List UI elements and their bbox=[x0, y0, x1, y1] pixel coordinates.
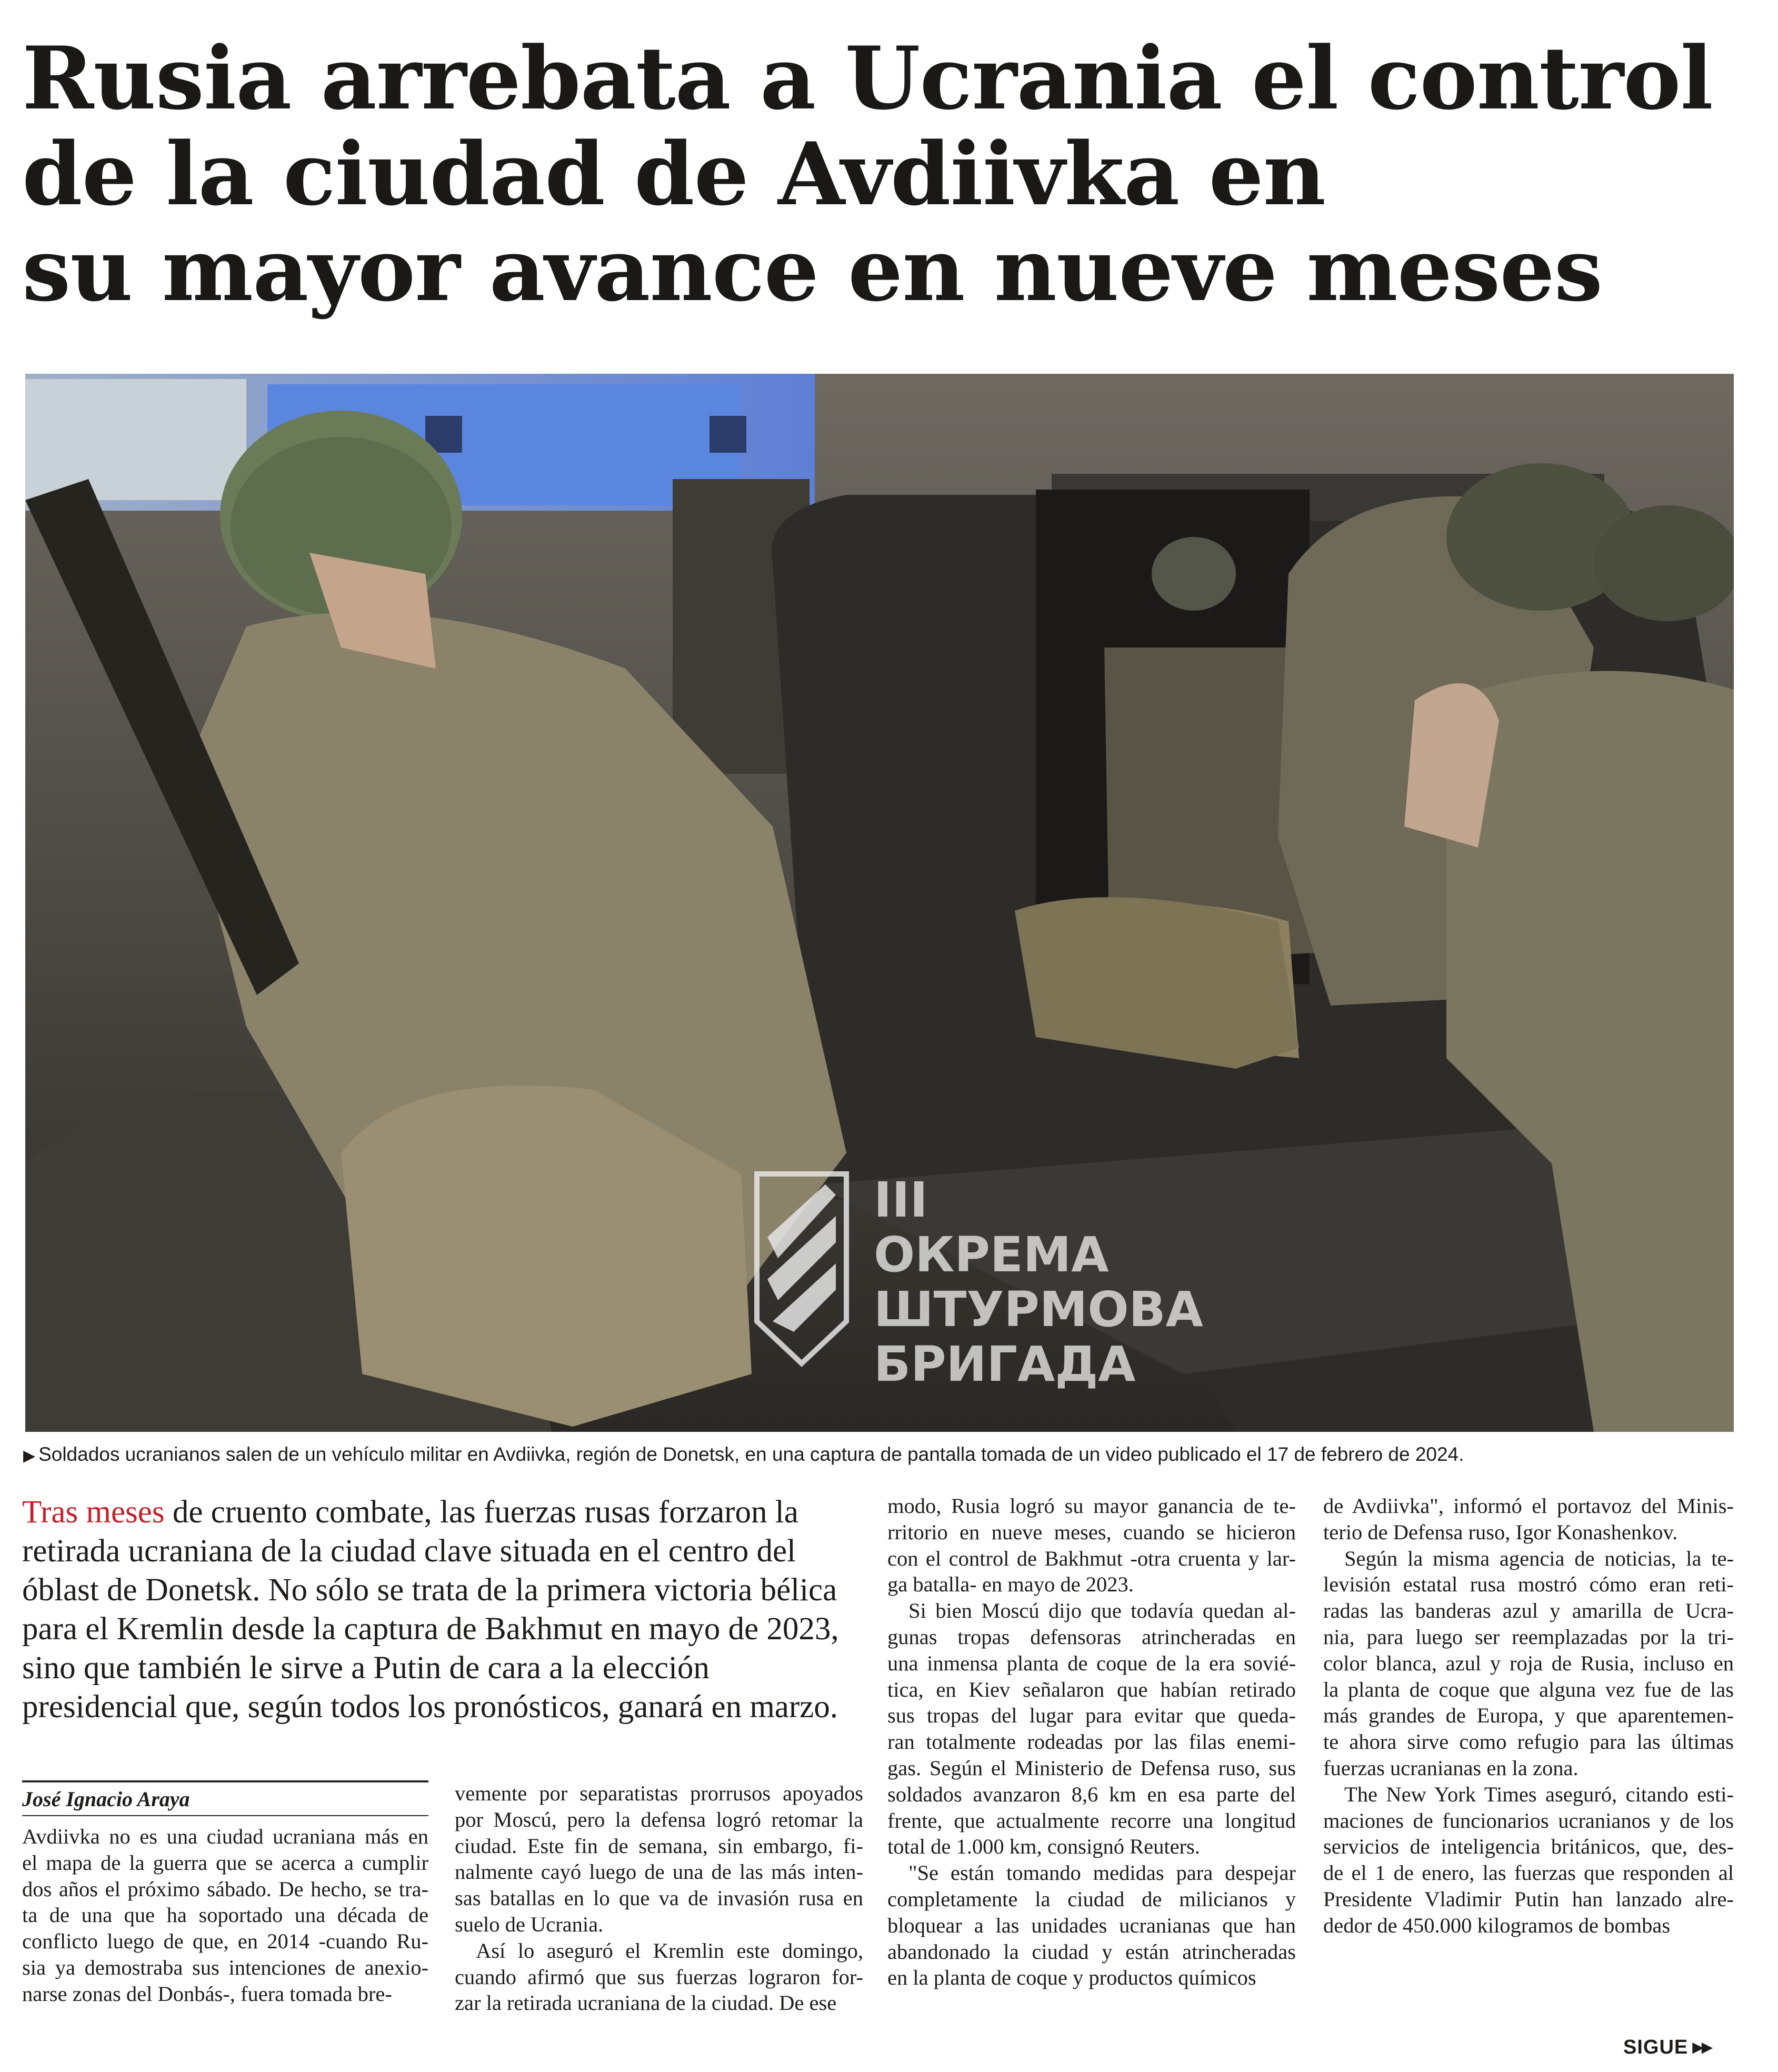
article-column-4 bbox=[1323, 1493, 1734, 1939]
column-line: sus tropas del lugar para evitar que queda- bbox=[887, 1704, 1296, 1728]
column-line: zar la retirada ucraniana de la ciudad. De ese bbox=[455, 1991, 837, 2015]
column-line: sas batallas en lo que va de invasión rusa en bbox=[455, 1886, 863, 1910]
column-line: Si bien Moscú dijo que todavía quedan al- bbox=[908, 1599, 1296, 1623]
column-line: radas las banderas azul y amarilla de Ucra- bbox=[1323, 1599, 1734, 1623]
column-line: sia ya demostraba sus intenciones de anexio- bbox=[22, 1955, 428, 1979]
continue-marker bbox=[1623, 2035, 1711, 2059]
lede bbox=[22, 1493, 854, 1727]
column-line: Presidente Vladimir Putin han lanzado alre- bbox=[1323, 1887, 1734, 1911]
byline-divider bbox=[22, 1780, 428, 1782]
column-line: The New York Times aseguró, citando esti- bbox=[1344, 1782, 1734, 1806]
lede-line: retirada ucraniana de la ciudad clave situada en el centro del bbox=[22, 1533, 796, 1569]
column-line: soldados avanzaron 8,6 km en esa parte del bbox=[887, 1782, 1296, 1806]
column-line: nia, para luego ser reemplazadas por la tri- bbox=[1323, 1625, 1734, 1649]
photo-watermark bbox=[874, 1173, 1203, 1392]
column-line: terio de Defensa ruso, Igor Konashenkov. bbox=[1323, 1520, 1678, 1544]
column-line: ga batalla- en mayo de 2023. bbox=[887, 1572, 1134, 1597]
column-line: ran totalmente rodeadas por las filas enemi- bbox=[887, 1730, 1296, 1754]
headline bbox=[22, 27, 1759, 321]
column-line: el mapa de la guerra que se acerca a cumplir bbox=[22, 1850, 428, 1875]
column-line: suelo de Ucrania. bbox=[455, 1912, 604, 1936]
column-line: completamente la ciudad de milicianos y bbox=[887, 1887, 1296, 1911]
column-line: modo, Rusia logró su mayor ganancia de te- bbox=[887, 1494, 1296, 1518]
article-column-3 bbox=[887, 1493, 1296, 1991]
photo-caption bbox=[23, 1442, 1760, 1468]
byline: José Ignacio Araya bbox=[22, 1787, 190, 1811]
headline-line: su mayor avance en nueve meses bbox=[22, 219, 1603, 321]
column-line: narse zonas del Donbás-, fuera tomada bre- bbox=[22, 1981, 392, 2006]
column-line: más grandes de Europa, y que aparentemen- bbox=[1323, 1704, 1734, 1728]
column-line: una inmensa planta de coque de la era sovié- bbox=[887, 1651, 1296, 1675]
caption-text: Soldados ucranianos salen de un vehículo militar en Avdiivka, región de Donetsk, en una captura de pantalla tomada de un video publicado el 17 de febrero de 2024. bbox=[38, 1443, 1464, 1465]
column-line: Según la misma agencia de noticias, la te- bbox=[1344, 1546, 1734, 1570]
column-line: levisión estatal rusa mostró cómo eran reti- bbox=[1323, 1572, 1734, 1597]
column-line: cuando afirmó que sus fuerzas lograron for- bbox=[455, 1965, 863, 1989]
column-line: dos años el próximo sábado. De hecho, se tra- bbox=[22, 1877, 428, 1901]
column-line: por Moscú, pero la defensa logró retomar la bbox=[455, 1807, 863, 1831]
column-line: conflicto luego de que, en 2014 -cuando Ru- bbox=[22, 1929, 428, 1954]
column-line: de el 1 de enero, las fuerzas que responden al bbox=[1323, 1861, 1734, 1885]
column-line: dedor de 450.000 kilogramos de bombas bbox=[1323, 1913, 1671, 1937]
column-line: nalmente cayó luego de una de las más inten- bbox=[455, 1860, 863, 1884]
column-line: Avdiivka no es una ciudad ucraniana más en bbox=[22, 1825, 428, 1848]
lede-line: sino que también le sirve a Putin de cara a la elección bbox=[22, 1650, 710, 1686]
headline-line: de la ciudad de Avdiivka en bbox=[22, 123, 1326, 225]
lede-line: para el Kremlin desde la captura de Bakhmut en mayo de 2023, bbox=[22, 1611, 839, 1647]
column-line: servicios de inteligencia británicos, que, des- bbox=[1323, 1835, 1734, 1859]
column-line: frente, que actualmente recorre una longitud bbox=[887, 1808, 1296, 1832]
double-arrow-icon: ▶▶ bbox=[1692, 2039, 1711, 2055]
column-line: gas. Según el Ministerio de Defensa ruso, sus bbox=[887, 1756, 1296, 1780]
column-line: con el control de Bakhmut -otra cruenta y lar- bbox=[887, 1546, 1296, 1570]
headline-line: Rusia arrebata a Ucrania el control bbox=[22, 27, 1713, 129]
column-line: la planta de coque que alguna vez fue de las bbox=[1323, 1677, 1734, 1701]
article-column-2 bbox=[455, 1780, 863, 2016]
lede-line: óblast de Donetsk. No sólo se trata de la primera victoria bélica bbox=[22, 1572, 837, 1608]
caption-marker-icon: ▶ bbox=[23, 1447, 36, 1465]
byline-divider bbox=[22, 1815, 428, 1816]
continue-label: SIGUE bbox=[1623, 2036, 1689, 2058]
watermark-line: БРИГАДА bbox=[874, 1336, 1136, 1392]
column-line: bloquear a las unidades ucranianas que han bbox=[887, 1913, 1296, 1937]
article-column-1 bbox=[22, 1824, 428, 2007]
watermark-line: III ОКРЕМА bbox=[874, 1172, 1109, 1283]
column-line: gunas tropas defensoras atrincheradas en bbox=[887, 1625, 1296, 1649]
column-line: "Se están tomando medidas para despejar bbox=[908, 1861, 1296, 1885]
column-line: de Avdiivka", informó el portavoz del Minis- bbox=[1323, 1494, 1734, 1518]
lede-line: presidencial que, según todos los pronósticos, ganará en marzo. bbox=[22, 1689, 838, 1725]
column-line: total de 1.000 km, consignó Reuters. bbox=[887, 1835, 1200, 1859]
column-line: maciones de funcionarios ucranianos y de los bbox=[1323, 1808, 1734, 1832]
column-line: fuerzas ucranianas en la zona. bbox=[1323, 1756, 1579, 1780]
column-line: rritorio en nueve meses, cuando se hicieron bbox=[887, 1520, 1296, 1544]
column-line: ciudad. Este fin de semana, sin embargo, fi- bbox=[455, 1834, 863, 1858]
watermark-line: ШТУРМОВА bbox=[874, 1281, 1203, 1338]
column-line: abandonado la ciudad y están atrincheradas bbox=[887, 1939, 1296, 1964]
column-line: tica, en Kiev señalaron que habían retirado bbox=[887, 1677, 1296, 1701]
column-line: te ahora sirve como refugio para las últimas bbox=[1323, 1730, 1734, 1754]
lede-line: Tras meses de cruento combate, las fuerzas rusas forzaron la bbox=[22, 1495, 798, 1530]
column-line: en la planta de coque y productos químicos bbox=[887, 1966, 1256, 1990]
column-line: color blanca, azul y roja de Rusia, incluso en bbox=[1323, 1651, 1734, 1675]
column-line: vemente por separatistas prorrusos apoyados bbox=[455, 1781, 863, 1805]
lede-highlight: Tras meses bbox=[22, 1495, 165, 1530]
column-line: ta de una que ha soportado una década de bbox=[22, 1903, 428, 1927]
column-line: Así lo aseguró el Kremlin este domingo, bbox=[476, 1938, 863, 1963]
